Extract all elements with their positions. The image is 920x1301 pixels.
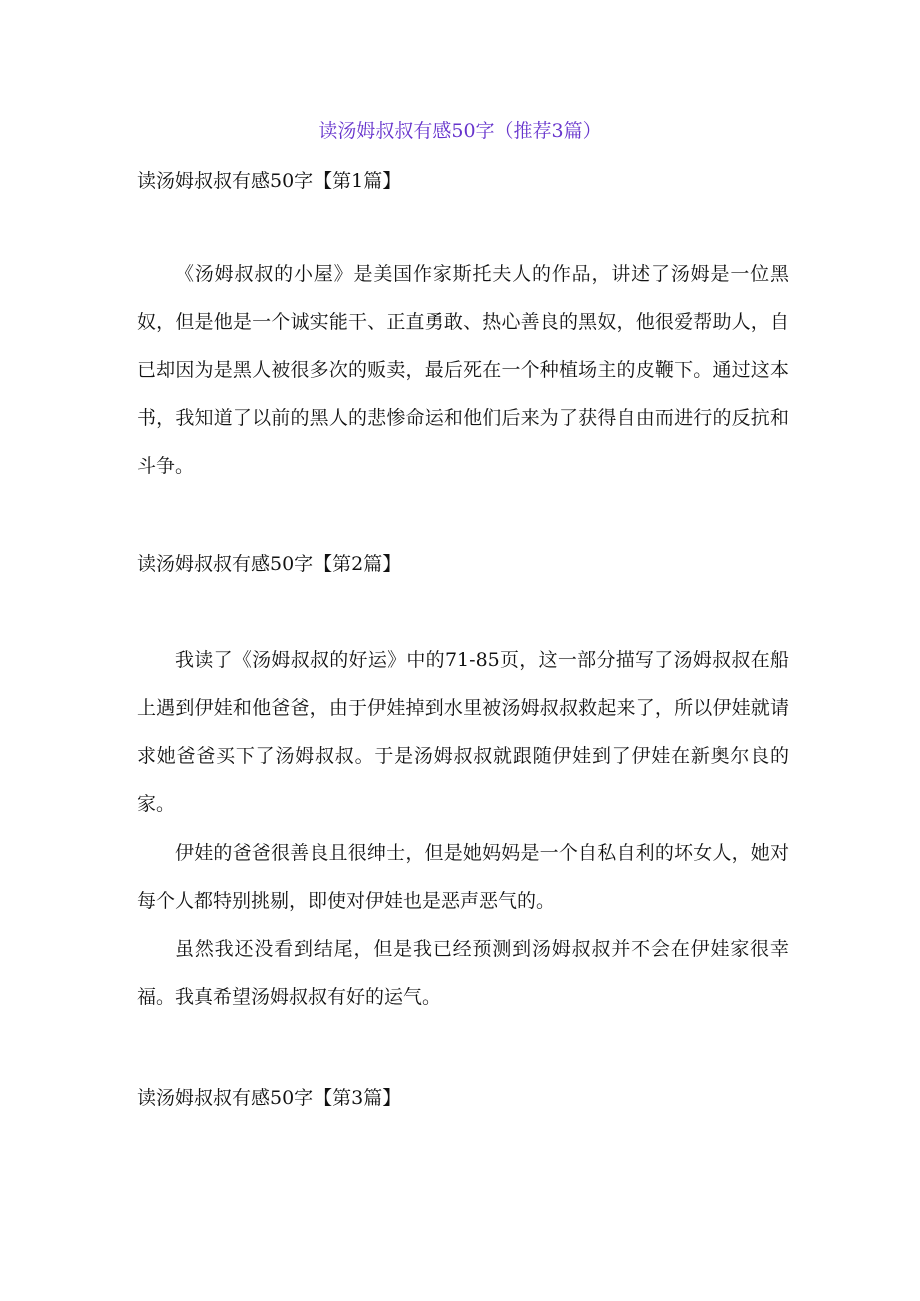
document-title: 读汤姆叔叔有感50字（推荐3篇） [318, 120, 602, 142]
section-1-paragraph-1: 《汤姆叔叔的小屋》是美国作家斯托夫人的作品，讲述了汤姆是一位黑奴，但是他是一个诚实能干、正直勇敢、热心善良的黑奴，他很爱帮助人，自已却因为是黑人被很多次的贩卖，最后死在一个种植场主的皮鞭下。通过这本书，我知道了以前的黑人的悲惨命运和他们后来为了获得自由而进行的反抗和斗争。 [137, 263, 789, 477]
section-2-paragraph-2: 伊娃的爸爸很善良且很绅士，但是她妈妈是一个自私自利的坏女人，她对每个人都特别挑剔，即使对伊娃也是恶声恶气的。 [137, 842, 789, 912]
section-heading-2: 读汤姆叔叔有感50字【第2篇】 [137, 553, 402, 575]
section-heading-3: 读汤姆叔叔有感50字【第3篇】 [137, 1087, 402, 1109]
section-heading-1: 读汤姆叔叔有感50字【第1篇】 [137, 170, 402, 192]
section-2-paragraph-3: 虽然我还没看到结尾，但是我已经预测到汤姆叔叔并不会在伊娃家很幸福。我真希望汤姆叔叔有好的运气。 [137, 938, 789, 1008]
section-2-paragraph-1: 我读了《汤姆叔叔的好运》中的71-85页，这一部分描写了汤姆叔叔在船上遇到伊娃和他爸爸，由于伊娃掉到水里被汤姆叔叔救起来了，所以伊娃就请求她爸爸买下了汤姆叔叔。于是汤姆叔叔就跟随伊娃到了伊娃在新奥尔良的家。 [137, 649, 789, 815]
